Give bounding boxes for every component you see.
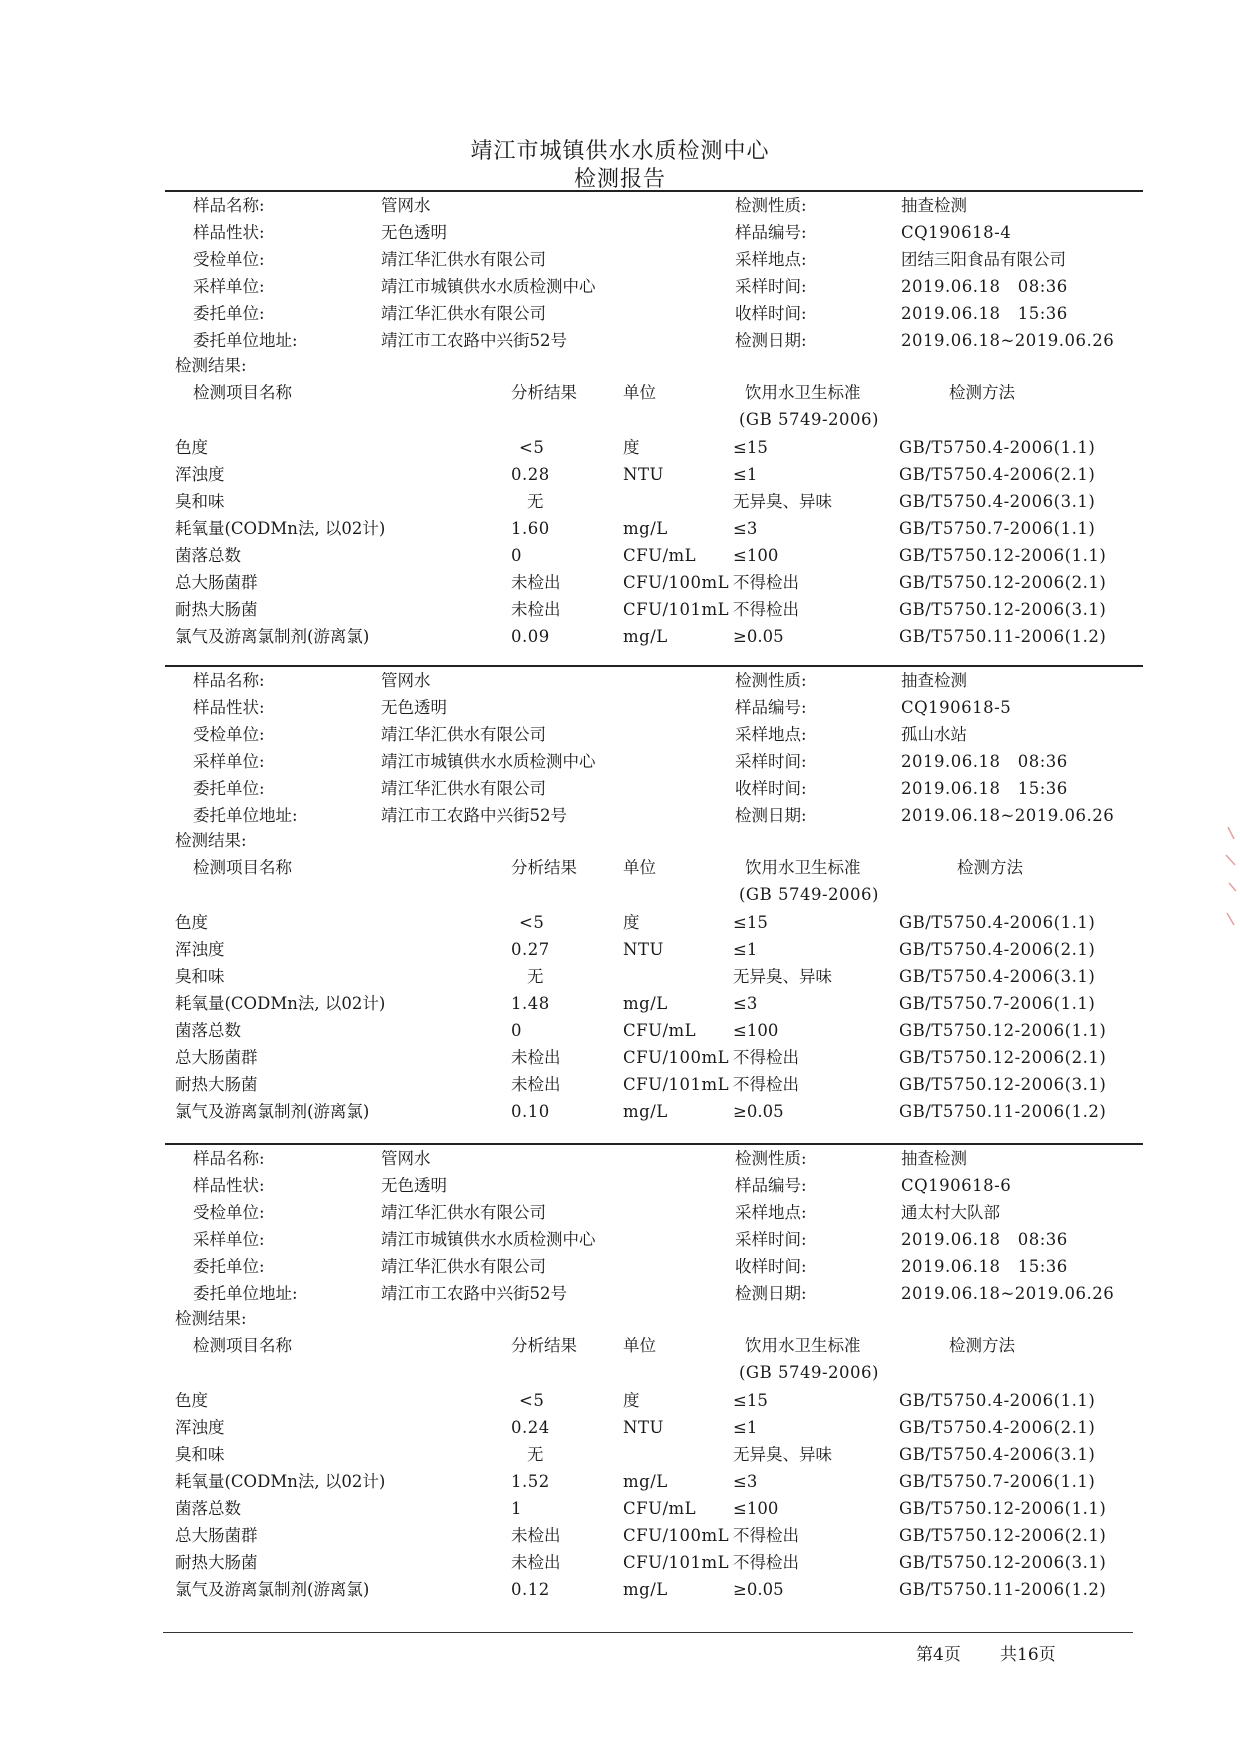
item-method: GB/T5750.12-2006(2.1) bbox=[899, 573, 1107, 592]
item-standard: ≤1 bbox=[733, 940, 758, 959]
item-method: GB/T5750.4-2006(3.1) bbox=[899, 1445, 1096, 1464]
item-method: GB/T5750.12-2006(2.1) bbox=[899, 1048, 1107, 1067]
item-result: 未检出 bbox=[511, 600, 561, 619]
item-standard: ≤15 bbox=[733, 913, 768, 932]
item-method: GB/T5750.12-2006(3.1) bbox=[899, 1553, 1107, 1572]
item-standard: ≤1 bbox=[733, 465, 758, 484]
item-method: GB/T5750.12-2006(1.1) bbox=[899, 546, 1107, 565]
item-result: <5 bbox=[519, 913, 545, 932]
item-unit: CFU/100mL bbox=[623, 1526, 730, 1545]
item-unit: CFU/101mL bbox=[623, 1553, 730, 1572]
value-client-unit: 靖江华汇供水有限公司 bbox=[381, 1257, 546, 1276]
value-sampling-site: 团结三阳食品有限公司 bbox=[901, 250, 1066, 269]
item-result: 0.24 bbox=[511, 1418, 550, 1437]
label-sample-no: 样品编号: bbox=[735, 1176, 807, 1195]
item-name: 氯气及游离氯制剂(游离氯) bbox=[175, 627, 370, 646]
sample-section-2 bbox=[165, 665, 1143, 1135]
col-standard-ref: (GB 5749-2006) bbox=[739, 885, 879, 904]
value-sampling-unit: 靖江市城镇供水水质检测中心 bbox=[381, 1230, 596, 1249]
org-title: 靖江市城镇供水水质检测中心 bbox=[470, 139, 770, 164]
value-test-type: 抽查检测 bbox=[901, 671, 967, 690]
label-sampling-site: 采样地点: bbox=[735, 725, 807, 744]
item-name: 耗氧量(CODMn法, 以02计) bbox=[175, 994, 386, 1013]
item-name: 臭和味 bbox=[175, 492, 225, 511]
item-name: 色度 bbox=[175, 438, 208, 457]
item-unit: CFU/mL bbox=[623, 1021, 697, 1040]
value-test-date: 2019.06.18~2019.06.26 bbox=[901, 806, 1115, 825]
item-standard: ≤100 bbox=[733, 546, 779, 565]
value-sampling-site: 通太村大队部 bbox=[901, 1203, 1000, 1222]
value-sampling-time: 2019.06.18 08:36 bbox=[901, 277, 1068, 296]
item-standard: ≤15 bbox=[733, 438, 768, 457]
item-method: GB/T5750.4-2006(2.1) bbox=[899, 940, 1096, 959]
item-result: 1.48 bbox=[511, 994, 550, 1013]
value-sample-no: CQ190618-6 bbox=[901, 1176, 1012, 1195]
item-method: GB/T5750.7-2006(1.1) bbox=[899, 994, 1096, 1013]
col-item: 检测项目名称 bbox=[193, 858, 292, 877]
item-name: 色度 bbox=[175, 913, 208, 932]
col-unit: 单位 bbox=[623, 383, 656, 402]
bottom-rule bbox=[163, 1632, 1133, 1633]
item-standard: ≥0.05 bbox=[733, 1580, 784, 1599]
item-result: 无 bbox=[527, 492, 544, 511]
value-client-address: 靖江市工农路中兴街52号 bbox=[381, 1284, 567, 1303]
item-method: GB/T5750.7-2006(1.1) bbox=[899, 1472, 1096, 1491]
col-method: 检测方法 bbox=[949, 1336, 1015, 1355]
item-name: 总大肠菌群 bbox=[175, 1526, 258, 1545]
item-standard: ≤100 bbox=[733, 1021, 779, 1040]
item-result: 未检出 bbox=[511, 1048, 561, 1067]
col-standard: 饮用水卫生标准 bbox=[745, 383, 861, 402]
label-client-unit: 委托单位: bbox=[193, 304, 265, 323]
item-method: GB/T5750.4-2006(1.1) bbox=[899, 438, 1096, 457]
value-sampling-unit: 靖江市城镇供水水质检测中心 bbox=[381, 752, 596, 771]
item-standard: ≤15 bbox=[733, 1391, 768, 1410]
label-client-address: 委托单位地址: bbox=[193, 806, 298, 825]
value-sample-name: 管网水 bbox=[381, 1149, 431, 1168]
label-sample-name: 样品名称: bbox=[193, 671, 265, 690]
item-unit: CFU/100mL bbox=[623, 1048, 730, 1067]
item-unit: CFU/101mL bbox=[623, 1075, 730, 1094]
item-method: GB/T5750.7-2006(1.1) bbox=[899, 519, 1096, 538]
item-unit: mg/L bbox=[623, 627, 668, 646]
report-title: 检测报告 bbox=[573, 167, 666, 192]
item-name: 总大肠菌群 bbox=[175, 573, 258, 592]
value-inspected-unit: 靖江华汇供水有限公司 bbox=[381, 250, 546, 269]
value-client-unit: 靖江华汇供水有限公司 bbox=[381, 779, 546, 798]
item-name: 耗氧量(CODMn法, 以02计) bbox=[175, 519, 386, 538]
label-sampling-time: 采样时间: bbox=[735, 752, 807, 771]
value-client-unit: 靖江华汇供水有限公司 bbox=[381, 304, 546, 323]
col-standard: 饮用水卫生标准 bbox=[745, 1336, 861, 1355]
item-result: 0.12 bbox=[511, 1580, 550, 1599]
value-receive-time: 2019.06.18 15:36 bbox=[901, 779, 1068, 798]
item-standard: 不得检出 bbox=[733, 600, 799, 619]
item-standard: 无异臭、异味 bbox=[733, 967, 832, 986]
item-standard: ≥0.05 bbox=[733, 627, 784, 646]
item-result: 0.10 bbox=[511, 1102, 550, 1121]
label-sampling-time: 采样时间: bbox=[735, 277, 807, 296]
item-result: 未检出 bbox=[511, 573, 561, 592]
value-test-type: 抽查检测 bbox=[901, 1149, 967, 1168]
value-client-address: 靖江市工农路中兴街52号 bbox=[381, 806, 567, 825]
item-method: GB/T5750.12-2006(1.1) bbox=[899, 1021, 1107, 1040]
value-test-date: 2019.06.18~2019.06.26 bbox=[901, 1284, 1115, 1303]
item-name: 氯气及游离氯制剂(游离氯) bbox=[175, 1580, 370, 1599]
col-method: 检测方法 bbox=[949, 383, 1015, 402]
label-sampling-site: 采样地点: bbox=[735, 1203, 807, 1222]
col-result: 分析结果 bbox=[511, 383, 577, 402]
item-result: 0 bbox=[511, 546, 522, 565]
item-name: 菌落总数 bbox=[175, 1499, 241, 1518]
item-unit: CFU/101mL bbox=[623, 600, 730, 619]
item-method: GB/T5750.4-2006(2.1) bbox=[899, 465, 1096, 484]
item-standard: ≤3 bbox=[733, 519, 758, 538]
label-test-date: 检测日期: bbox=[735, 331, 807, 350]
item-result: 0.28 bbox=[511, 465, 550, 484]
item-name: 菌落总数 bbox=[175, 1021, 241, 1040]
page-number: 第4页 bbox=[916, 1645, 961, 1665]
label-sampling-unit: 采样单位: bbox=[193, 752, 265, 771]
col-standard-ref: (GB 5749-2006) bbox=[739, 410, 879, 429]
label-receive-time: 收样时间: bbox=[735, 304, 807, 323]
item-standard: 无异臭、异味 bbox=[733, 492, 832, 511]
item-result: 无 bbox=[527, 967, 544, 986]
label-client-address: 委托单位地址: bbox=[193, 331, 298, 350]
item-unit: mg/L bbox=[623, 1472, 668, 1491]
item-name: 浑浊度 bbox=[175, 1418, 225, 1437]
item-unit: 度 bbox=[623, 1391, 640, 1410]
value-inspected-unit: 靖江华汇供水有限公司 bbox=[381, 1203, 546, 1222]
value-sample-name: 管网水 bbox=[381, 196, 431, 215]
item-name: 浑浊度 bbox=[175, 940, 225, 959]
value-sample-state: 无色透明 bbox=[381, 223, 447, 242]
label-test-type: 检测性质: bbox=[735, 196, 807, 215]
item-method: GB/T5750.12-2006(3.1) bbox=[899, 600, 1107, 619]
item-name: 耐热大肠菌 bbox=[175, 1553, 258, 1572]
item-standard: 不得检出 bbox=[733, 573, 799, 592]
label-results: 检测结果: bbox=[175, 356, 247, 375]
value-test-date: 2019.06.18~2019.06.26 bbox=[901, 331, 1115, 350]
item-name: 耗氧量(CODMn法, 以02计) bbox=[175, 1472, 386, 1491]
item-name: 菌落总数 bbox=[175, 546, 241, 565]
item-method: GB/T5750.12-2006(3.1) bbox=[899, 1075, 1107, 1094]
col-unit: 单位 bbox=[623, 858, 656, 877]
sample-section-3 bbox=[165, 1143, 1143, 1613]
item-standard: ≤1 bbox=[733, 1418, 758, 1437]
item-unit: mg/L bbox=[623, 519, 668, 538]
item-name: 耐热大肠菌 bbox=[175, 1075, 258, 1094]
label-inspected-unit: 受检单位: bbox=[193, 725, 265, 744]
value-inspected-unit: 靖江华汇供水有限公司 bbox=[381, 725, 546, 744]
label-test-type: 检测性质: bbox=[735, 671, 807, 690]
item-standard: 无异臭、异味 bbox=[733, 1445, 832, 1464]
label-test-type: 检测性质: bbox=[735, 1149, 807, 1168]
value-sample-state: 无色透明 bbox=[381, 1176, 447, 1195]
col-method: 检测方法 bbox=[957, 858, 1023, 877]
item-name: 氯气及游离氯制剂(游离氯) bbox=[175, 1102, 370, 1121]
col-item: 检测项目名称 bbox=[193, 1336, 292, 1355]
item-standard: ≤3 bbox=[733, 1472, 758, 1491]
item-result: 0.09 bbox=[511, 627, 550, 646]
item-unit: NTU bbox=[623, 940, 664, 959]
item-unit: CFU/mL bbox=[623, 1499, 697, 1518]
value-sample-no: CQ190618-5 bbox=[901, 698, 1012, 717]
section-top-rule bbox=[165, 190, 1143, 192]
section-top-rule bbox=[165, 1143, 1143, 1145]
page-total: 共16页 bbox=[1000, 1645, 1056, 1665]
label-sample-state: 样品性状: bbox=[193, 223, 265, 242]
item-result: <5 bbox=[519, 1391, 545, 1410]
sample-section-1 bbox=[165, 190, 1143, 660]
label-results: 检测结果: bbox=[175, 831, 247, 850]
item-name: 总大肠菌群 bbox=[175, 1048, 258, 1067]
value-sampling-unit: 靖江市城镇供水水质检测中心 bbox=[381, 277, 596, 296]
item-method: GB/T5750.11-2006(1.2) bbox=[899, 1102, 1107, 1121]
item-result: <5 bbox=[519, 438, 545, 457]
item-name: 臭和味 bbox=[175, 967, 225, 986]
item-unit: mg/L bbox=[623, 1580, 668, 1599]
item-method: GB/T5750.4-2006(3.1) bbox=[899, 492, 1096, 511]
item-result: 未检出 bbox=[511, 1075, 561, 1094]
item-standard: 不得检出 bbox=[733, 1526, 799, 1545]
value-receive-time: 2019.06.18 15:36 bbox=[901, 1257, 1068, 1276]
item-unit: mg/L bbox=[623, 994, 668, 1013]
label-sampling-site: 采样地点: bbox=[735, 250, 807, 269]
value-sample-no: CQ190618-4 bbox=[901, 223, 1012, 242]
col-result: 分析结果 bbox=[511, 858, 577, 877]
item-unit: CFU/mL bbox=[623, 546, 697, 565]
item-unit: CFU/100mL bbox=[623, 573, 730, 592]
item-unit: mg/L bbox=[623, 1102, 668, 1121]
label-sample-state: 样品性状: bbox=[193, 698, 265, 717]
item-name: 浑浊度 bbox=[175, 465, 225, 484]
value-receive-time: 2019.06.18 15:36 bbox=[901, 304, 1068, 323]
item-result: 未检出 bbox=[511, 1553, 561, 1572]
label-receive-time: 收样时间: bbox=[735, 1257, 807, 1276]
col-standard: 饮用水卫生标准 bbox=[745, 858, 861, 877]
item-method: GB/T5750.4-2006(2.1) bbox=[899, 1418, 1096, 1437]
value-sample-state: 无色透明 bbox=[381, 698, 447, 717]
label-sample-name: 样品名称: bbox=[193, 1149, 265, 1168]
section-top-rule bbox=[165, 665, 1143, 667]
item-method: GB/T5750.4-2006(3.1) bbox=[899, 967, 1096, 986]
col-unit: 单位 bbox=[623, 1336, 656, 1355]
label-sample-state: 样品性状: bbox=[193, 1176, 265, 1195]
col-result: 分析结果 bbox=[511, 1336, 577, 1355]
label-sampling-unit: 采样单位: bbox=[193, 1230, 265, 1249]
item-result: 0 bbox=[511, 1021, 522, 1040]
label-receive-time: 收样时间: bbox=[735, 779, 807, 798]
item-standard: 不得检出 bbox=[733, 1048, 799, 1067]
item-unit: NTU bbox=[623, 1418, 664, 1437]
item-result: 未检出 bbox=[511, 1526, 561, 1545]
label-sample-no: 样品编号: bbox=[735, 223, 807, 242]
item-result: 1.60 bbox=[511, 519, 550, 538]
item-standard: 不得检出 bbox=[733, 1553, 799, 1572]
item-standard: ≤100 bbox=[733, 1499, 779, 1518]
item-unit: NTU bbox=[623, 465, 664, 484]
item-standard: ≥0.05 bbox=[733, 1102, 784, 1121]
value-sampling-site: 孤山水站 bbox=[901, 725, 967, 744]
label-client-address: 委托单位地址: bbox=[193, 1284, 298, 1303]
col-standard-ref: (GB 5749-2006) bbox=[739, 1363, 879, 1382]
value-sample-name: 管网水 bbox=[381, 671, 431, 690]
item-result: 1 bbox=[511, 1499, 522, 1518]
value-sampling-time: 2019.06.18 08:36 bbox=[901, 1230, 1068, 1249]
label-client-unit: 委托单位: bbox=[193, 779, 265, 798]
label-test-date: 检测日期: bbox=[735, 1284, 807, 1303]
item-method: GB/T5750.12-2006(1.1) bbox=[899, 1499, 1107, 1518]
item-unit: 度 bbox=[623, 438, 640, 457]
item-unit: 度 bbox=[623, 913, 640, 932]
value-client-address: 靖江市工农路中兴街52号 bbox=[381, 331, 567, 350]
value-sampling-time: 2019.06.18 08:36 bbox=[901, 752, 1068, 771]
item-result: 0.27 bbox=[511, 940, 550, 959]
item-standard: 不得检出 bbox=[733, 1075, 799, 1094]
label-inspected-unit: 受检单位: bbox=[193, 250, 265, 269]
item-method: GB/T5750.11-2006(1.2) bbox=[899, 627, 1107, 646]
item-result: 1.52 bbox=[511, 1472, 550, 1491]
label-sample-name: 样品名称: bbox=[193, 196, 265, 215]
item-name: 臭和味 bbox=[175, 1445, 225, 1464]
label-sampling-unit: 采样单位: bbox=[193, 277, 265, 296]
label-results: 检测结果: bbox=[175, 1309, 247, 1328]
item-standard: ≤3 bbox=[733, 994, 758, 1013]
item-method: GB/T5750.11-2006(1.2) bbox=[899, 1580, 1107, 1599]
item-result: 无 bbox=[527, 1445, 544, 1464]
label-sample-no: 样品编号: bbox=[735, 698, 807, 717]
item-name: 色度 bbox=[175, 1391, 208, 1410]
label-test-date: 检测日期: bbox=[735, 806, 807, 825]
value-test-type: 抽查检测 bbox=[901, 196, 967, 215]
item-method: GB/T5750.12-2006(2.1) bbox=[899, 1526, 1107, 1545]
item-name: 耐热大肠菌 bbox=[175, 600, 258, 619]
item-method: GB/T5750.4-2006(1.1) bbox=[899, 1391, 1096, 1410]
col-item: 检测项目名称 bbox=[193, 383, 292, 402]
label-client-unit: 委托单位: bbox=[193, 1257, 265, 1276]
seal-edge-mark bbox=[1224, 825, 1238, 945]
label-sampling-time: 采样时间: bbox=[735, 1230, 807, 1249]
item-method: GB/T5750.4-2006(1.1) bbox=[899, 913, 1096, 932]
label-inspected-unit: 受检单位: bbox=[193, 1203, 265, 1222]
